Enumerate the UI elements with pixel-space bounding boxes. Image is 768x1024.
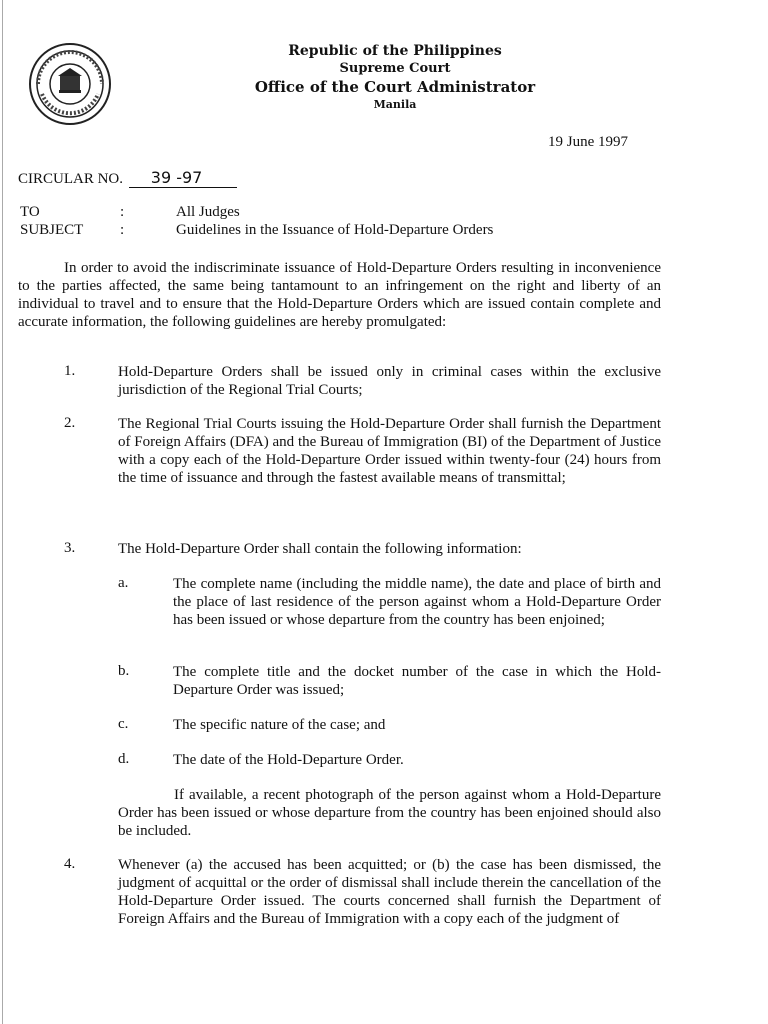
list-subitem: The complete name (including the middle name), the date and place of birth and the place of last residence of the person against whom a Hold-Departure Order has been issued or whose departure from the country has been enjoined; <box>173 576 661 628</box>
subitem-letter: b. <box>118 663 130 679</box>
subitem-letter: d. <box>118 751 130 767</box>
circular-number: 39 -97 <box>129 168 237 188</box>
letterhead-city: Manila <box>373 98 417 111</box>
page-edge-line <box>2 0 3 1024</box>
document-date: 19 June 1997 <box>548 134 628 150</box>
letterhead-court: Supreme Court <box>339 61 451 76</box>
item-number: 1. <box>64 363 76 379</box>
list-item: The Regional Trial Courts issuing the Hold-Departure Order shall furnish the Department of Foreign Affairs (DFA) and the Bureau of Immigration (BI) of the Department of Justice with a copy each of the Hold-Departure Order issued within twenty-four (24) hours from the time of issuance and through the fastest available means of transmittal; <box>118 416 661 486</box>
list-subitem: The specific nature of the case; and <box>173 717 386 733</box>
item-number: 2. <box>64 415 76 431</box>
subitem-letter: c. <box>118 716 129 732</box>
item-number: 3. <box>64 540 76 556</box>
letterhead-republic: Republic of the Philippines <box>288 43 502 59</box>
list-subitem: The complete title and the docket number of the case in which the Hold-Departure Order was issued; <box>173 664 661 698</box>
list-item: Hold-Departure Orders shall be issued only in criminal cases within the exclusive jurisdiction of the Regional Trial Courts; <box>118 364 661 398</box>
photo-note-paragraph: If available, a recent photograph of the person against whom a Hold-Departure Order has been issued or whose departure from the country has been enjoined should also be included. <box>118 787 661 839</box>
subject-colon: : <box>120 222 125 238</box>
list-item: The Hold-Departure Order shall contain the following information: <box>118 541 522 557</box>
to-value: All Judges <box>176 204 240 220</box>
to-label: TO <box>20 204 40 220</box>
item-number: 4. <box>64 856 76 872</box>
intro-paragraph: In order to avoid the indiscriminate issuance of Hold-Departure Orders resulting in inconvenience to the parties affected, the same being tantamount to an infringement on the right and liberty of an individual to travel and to ensure that the Hold-Departure Orders which are issued contain complete and accurate information, the following guidelines are hereby promulgated: <box>18 260 661 330</box>
to-colon: : <box>120 204 125 220</box>
list-subitem: The date of the Hold-Departure Order. <box>173 752 404 768</box>
letterhead-office: Office of the Court Administrator <box>254 78 536 96</box>
list-item: Whenever (a) the accused has been acquitted; or (b) the case has been dismissed, the judgment of acquittal or the order of dismissal shall include therein the cancellation of the Hold-Departure Order issued. The courts concerned shall furnish the Department of Foreign Affairs and the Bureau of Immigration with a copy each of the judgment of <box>118 857 661 927</box>
letterhead <box>150 42 640 114</box>
subitem-letter: a. <box>118 575 129 591</box>
court-seal-icon <box>28 42 112 126</box>
subject-value: Guidelines in the Issuance of Hold-Departure Orders <box>176 222 494 238</box>
subject-label: SUBJECT <box>20 222 84 238</box>
circular-label: CIRCULAR NO. <box>18 171 124 187</box>
circular-number-line <box>18 168 237 188</box>
